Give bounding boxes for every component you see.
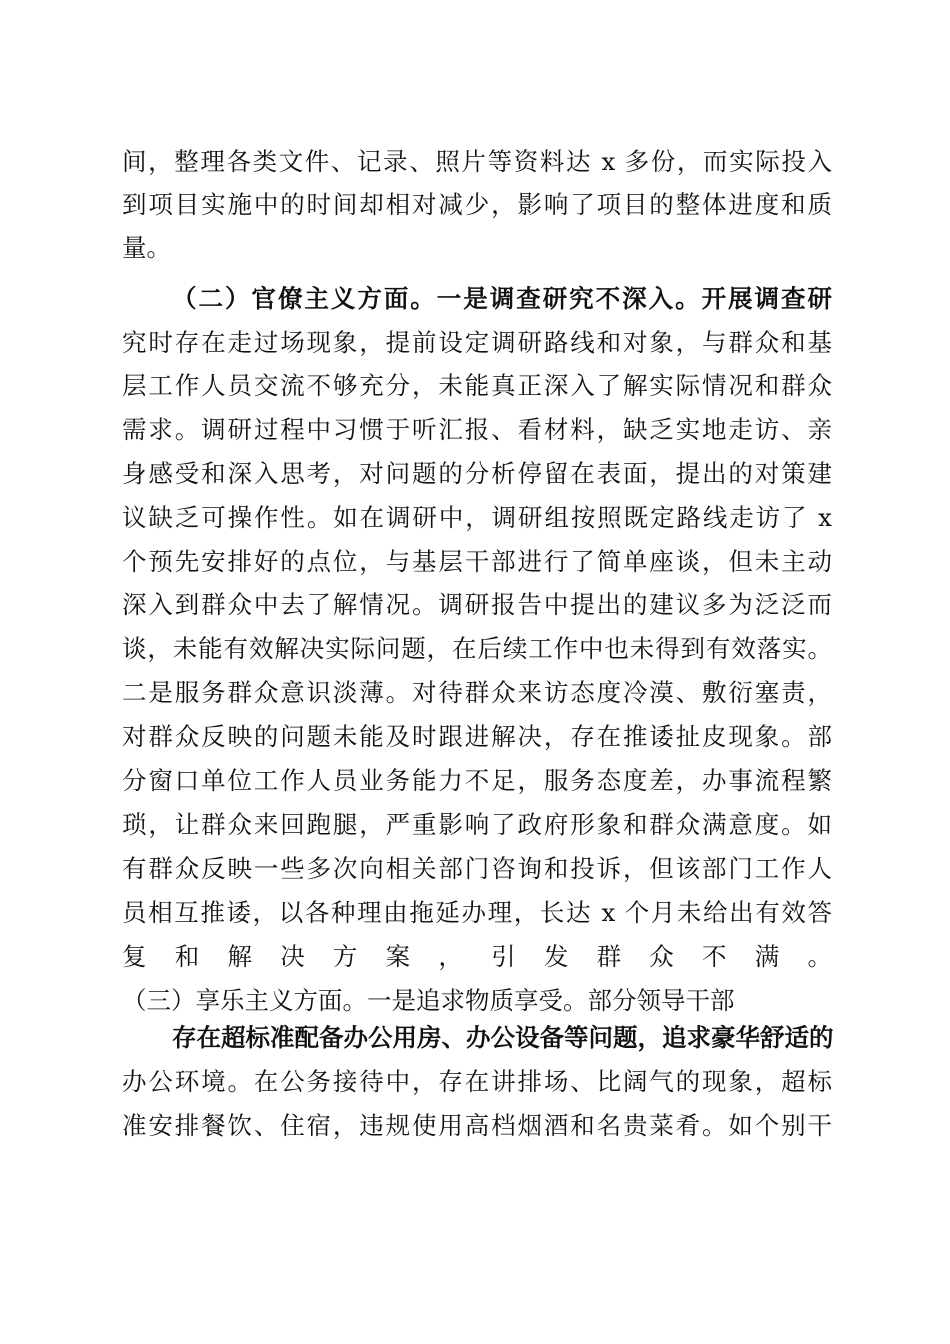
text-line: 需求。调研过程中习惯于听汇报、看材料，缺乏实地走访、亲	[122, 415, 832, 444]
section-heading-hedonism: 存在超标准配备办公用房、办公设备等问题，追求豪华舒适的	[172, 1023, 834, 1052]
text-line: 有群众反映一些多次向相关部门咨询和投诉，但该部门工作人	[122, 854, 832, 883]
text-line: 量。	[122, 233, 171, 262]
text-line: 究时存在走过场现象，提前设定调研路线和对象，与群众和基	[122, 328, 832, 357]
text-line: 办公环境。在公务接待中，存在讲排场、比阔气的现象，超标	[122, 1067, 832, 1096]
section-heading-bureaucratism: （二）官僚主义方面。一是调查研究不深入。开展调查研	[172, 284, 832, 313]
text-line	[122, 1152, 832, 1188]
text-line: 层工作人员交流不够充分，未能真正深入了解实际情况和群众	[122, 371, 832, 400]
text-line: 谈，未能有效解决实际问题，在后续工作中也未得到有效落实。	[122, 634, 832, 663]
text-line: 间，整理各类文件、记录、照片等资料达 x 多份，而实际投入	[122, 147, 832, 176]
text-line: 二是服务群众意识淡薄。对待群众来访态度冷漠、敷衍塞责，	[122, 678, 832, 707]
text-line: 个预先安排好的点位，与基层干部进行了简单座谈，但未主动	[122, 547, 832, 576]
text-line: 议缺乏可操作性。如在调研中，调研组按照既定路线走访了 x	[122, 503, 832, 532]
text-line: 分窗口单位工作人员业务能力不足，服务态度差，办事流程繁	[122, 766, 832, 795]
text-line: 员相互推诿，以各种理由拖延办理，长达 x 个月未给出有效答	[122, 898, 832, 927]
text-line: 到项目实施中的时间却相对减少，影响了项目的整体进度和质	[122, 190, 832, 219]
text-line: 对群众反映的问题未能及时跟进解决，存在推诿扯皮现象。部	[122, 722, 832, 751]
text-line: 身感受和深入思考，对问题的分析停留在表面，提出的对策建	[122, 459, 832, 488]
text-line: 复和解决方案，引发群众不满。	[122, 942, 832, 971]
text-line: 准安排餐饮、住宿，违规使用高档烟酒和名贵菜肴。如个别干	[122, 1111, 832, 1140]
text-line: （三）享乐主义方面。一是追求物质享受。部分领导干部	[122, 986, 735, 1015]
text-line: 琐，让群众来回跑腿，严重影响了政府形象和群众满意度。如	[122, 810, 832, 839]
text-line: 深入到群众中去了解情况。调研报告中提出的建议多为泛泛而	[122, 590, 832, 619]
